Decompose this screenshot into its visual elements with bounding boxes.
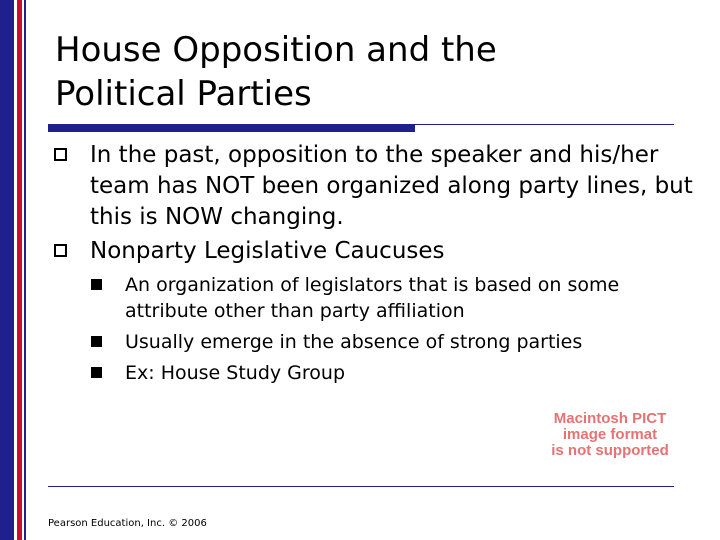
filled-square-bullet-icon — [91, 367, 102, 378]
sub-bullet-text: An organization of legislators that is based on some attribute other than party affiliation — [125, 274, 620, 322]
title-rule-thick — [48, 124, 415, 132]
sub-bullet-text: Usually emerge in the absence of strong parties — [125, 331, 583, 353]
footer-copyright: Pearson Education, Inc. © 2006 — [48, 518, 207, 529]
hollow-square-bullet-icon — [54, 148, 67, 161]
filled-square-bullet-icon — [91, 336, 102, 347]
sub-bullet-item — [54, 329, 694, 355]
slide-title — [55, 28, 675, 116]
bullet-text: Nonparty Legislative Caucuses — [90, 238, 445, 264]
slide-body — [54, 140, 694, 386]
title-rule-thin — [415, 124, 674, 125]
bullet-item — [54, 236, 694, 267]
sidebar-stripe-navy — [0, 0, 14, 540]
sidebar-stripes — [0, 0, 26, 540]
sub-bullet-item — [54, 272, 694, 324]
unsupported-image-placeholder — [545, 411, 675, 459]
sub-bullet-item — [54, 360, 694, 386]
placeholder-line-2: image format — [562, 426, 658, 443]
placeholder-line-3: is not supported — [551, 442, 669, 459]
filled-square-bullet-icon — [91, 279, 102, 290]
sub-bullet-text: Ex: House Study Group — [125, 362, 346, 384]
placeholder-line-1: Macintosh PICT — [553, 410, 667, 427]
bullet-text: In the past, opposition to the speaker and his/her team has NOT been organized along party lines, but this is NOW changing. — [90, 142, 693, 230]
sidebar-stripe-navy-2 — [24, 0, 26, 540]
footer-rule — [48, 486, 674, 487]
slide-title-line-1: House Opposition and the — [55, 30, 497, 70]
bullet-item — [54, 140, 694, 233]
slide-title-line-2: Political Parties — [55, 74, 312, 114]
hollow-square-bullet-icon — [54, 244, 67, 257]
